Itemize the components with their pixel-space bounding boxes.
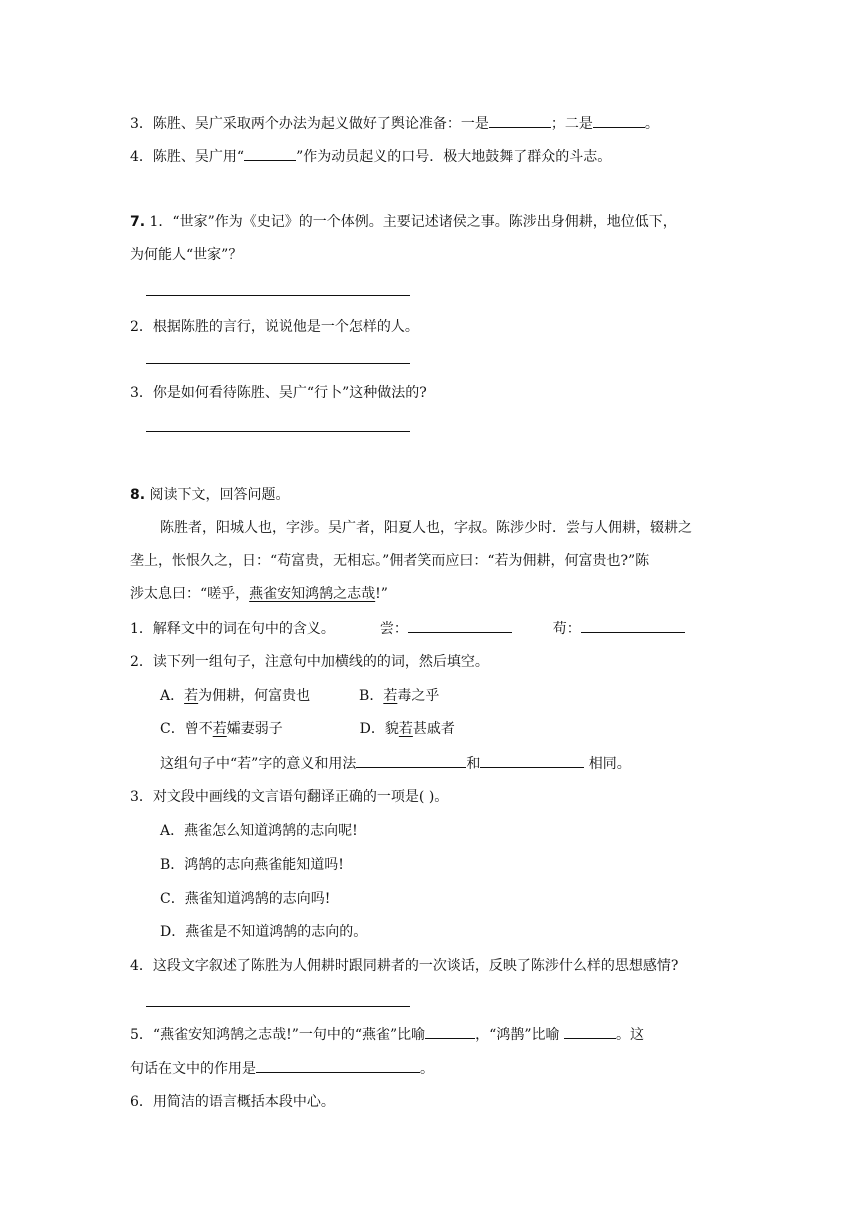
q8-intro: 8. 阅读下文，回答问题。 (130, 487, 290, 503)
question-number: 7. (130, 214, 146, 230)
choice-c[interactable]: C．燕雀知道鸿鹄的志向吗! (160, 891, 331, 907)
q7-part1-line1: 7. 1．“世家”作为《史记》的一个体例。主要记述诸侯之事。陈涉出身佣耕，地位低下， (130, 214, 677, 230)
q8-sub5-line1: 5．“燕雀安知鸿鹄之志哉!”一句中的“燕雀”比喻 ，“鸿鹊”比喻 。这 (130, 1024, 644, 1045)
choice-b[interactable]: B．鸿鹄的志向燕雀能知道吗! (160, 857, 344, 873)
passage-line: 涉太息曰：“嗟乎，燕雀安知鸿鹄之志哉!” (130, 586, 388, 602)
answer-blank[interactable] (244, 146, 296, 161)
options-ab: A．若为佣耕，何富贵也 B．若毒之乎 (160, 688, 440, 704)
q8-sub5-line2: 句话在文中的作用是 。 (130, 1058, 434, 1079)
q7-part2: 2．根据陈胜的言行，说说他是一个怎样的人。 (130, 319, 419, 335)
answer-blank[interactable] (489, 113, 551, 128)
answer-line[interactable] (146, 295, 410, 296)
answer-blank[interactable] (408, 618, 512, 633)
q7-part3: 3．你是如何看待陈胜、吴广“行卜”这种做法的? (130, 385, 427, 401)
answer-blank[interactable] (480, 753, 584, 768)
choice-d[interactable]: D．燕雀是不知道鸿鹄的志向的。 (160, 924, 368, 940)
answer-blank[interactable] (256, 1058, 420, 1073)
passage-line: 陈胜者，阳城人也，字涉。吴广者，阳夏人也，字叔。陈涉少时．尝与人佣耕，辍耕之 (160, 520, 692, 536)
choice-a[interactable]: A．燕雀怎么知道鸿鹄的志向呢! (160, 823, 358, 839)
options-cd: C．曾不若孀妻弱子 D．貌若甚戚者 (160, 721, 455, 737)
item-3-text: 3．陈胜、吴广采取两个办法为起义做好了舆论准备：一是 (130, 116, 489, 132)
answer-line[interactable] (146, 363, 410, 364)
question-number: 8. (130, 487, 146, 503)
answer-blank[interactable] (425, 1024, 475, 1039)
q8-sub6: 6．用简洁的语言概括本段中心。 (130, 1094, 335, 1110)
answer-line[interactable] (146, 1006, 410, 1007)
q8-sub4: 4．这段文字叙述了陈胜为人佣耕时跟同耕者的一次谈话，反映了陈涉什么样的思想感情? (130, 958, 679, 974)
q8-sub3: 3．对文段中画线的文言语句翻译正确的一项是( )。 (130, 789, 449, 805)
item-3-line: 3．陈胜、吴广采取两个办法为起义做好了舆论准备：一是 ；二是 。 (130, 113, 659, 134)
q7-part1-line2: 为何能人“世家”？ (130, 247, 243, 263)
answer-line[interactable] (146, 431, 410, 432)
answer-blank[interactable] (356, 753, 466, 768)
q8-sub2: 2．读下列一组句子，注意句中加横线的的词，然后填空。 (130, 654, 489, 670)
fill-line: 这组句子中“若”字的意义和用法 和 相同。 (160, 753, 631, 774)
answer-blank[interactable] (564, 1024, 616, 1039)
item-4-line: 4．陈胜、吴广用“ ”作为动员起义的口号．极大地鼓舞了群众的斗志。 (130, 146, 611, 167)
q8-sub1: 1．解释文中的词在句中的含义。 尝： 苟： (130, 618, 685, 639)
passage-line: 垄上，怅恨久之，日：“苟富贵，无相忘。”佣者笑而应曰：“若为佣耕，何富贵也?”陈 (130, 553, 650, 569)
underlined-sentence: 燕雀安知鸿鹄之志哉 (249, 586, 376, 602)
answer-blank[interactable] (593, 113, 645, 128)
answer-blank[interactable] (581, 618, 685, 633)
